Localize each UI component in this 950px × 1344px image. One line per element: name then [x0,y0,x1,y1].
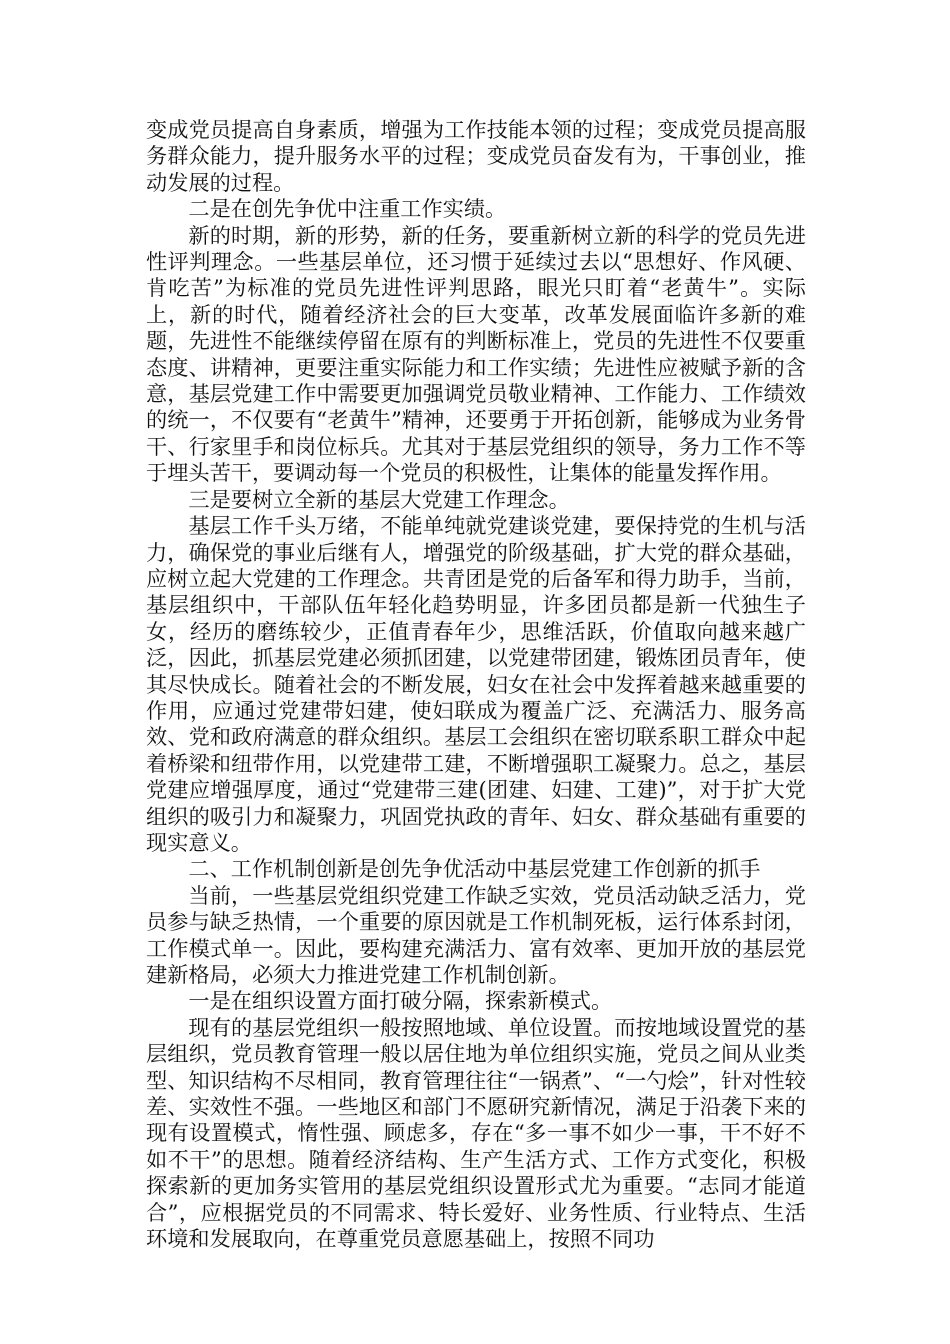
subheading-grand-party-building: 三是要树立全新的基层大党建工作理念。 [188,486,570,512]
section-heading-mechanism-innovation: 二、工作机制创新是创先争优活动中基层党建工作创新的抓手 [188,856,761,882]
paragraph-continuation: 变成党员提高自身素质，增强为工作技能本领的过程；变成党员提高服务群众能力，提升服务水平的过程；变成党员奋发有为，干事创业，推动发展的过程。 [146,117,806,195]
subheading-organization-setup: 一是在组织设置方面打破分隔，探索新模式。 [188,988,613,1014]
paragraph-mechanism-innovation: 当前，一些基层党组织党建工作缺乏实效，党员活动缺乏活力，党员参与缺乏热情，一个重要的原因就是工作机制死板，运行体系封闭，工作模式单一。因此，要构建充满活力、富有效率、更加开放的基层党建新格局，必须大力推进党建工作机制创新。 [146,882,806,987]
subheading-work-achievements: 二是在创先争优中注重工作实绩。 [188,196,507,222]
paragraph-grand-party-building: 基层工作千头万绪，不能单纯就党建谈党建，要保持党的生机与活力，确保党的事业后继有人，增强党的阶级基础，扩大党的群众基础，应树立起大党建的工作理念。共青团是党的后备军和得力助手，当前，基层组织中，干部队伍年轻化趋势明显，许多团员都是新一代独生子女，经历的磨练较少，正值青春年少，思维活跃，价值取向越来越广泛，因此，抓基层党建必须抓团建，以党建带团建，锻炼团员青年，使其尽快成长。随着社会的不断发展，妇女在社会中发挥着越来越重要的作用，应通过党建带妇建，使妇联成为覆盖广泛、充满活力、服务高效、党和政府满意的群众组织。基层工会组织在密切联系职工群众中起着桥梁和纽带作用，以党建带工建，不断增强职工凝聚力。总之，基层党建应增强厚度，通过“党建带三建(团建、妇建、工建)”，对于扩大党组织的吸引力和凝聚力，巩固党执政的青年、妇女、群众基础有重要的现实意义。 [146,513,806,855]
paragraph-organization-setup: 现有的基层党组织一般按照地域、单位设置。而按地域设置党的基层组织，党员教育管理一般以居住地为单位组织实施，党员之间从业类型、知识结构不尽相同，教育管理往往“一锅煮”、“一勺烩”，针对性较差、实效性不强。一些地区和部门不愿研究新情况，满足于沿袭下来的现有设置模式，惰性强、顾虑多，存在“多一事不如少一事，干不好不如不干”的思想。随着经济结构、生产生活方式、工作方式变化，积极探索新的更加务实管用的基层党组织设置形式尤为重要。“志同才能道合”，应根据党员的不同需求、特长爱好、业务性质、行业特点、生活环境和发展取向，在尊重党员意愿基础上，按照不同功 [146,1014,806,1252]
document-body [146,117,806,1252]
paragraph-advanced-evaluation: 新的时期，新的形势，新的任务，要重新树立新的科学的党员先进性评判理念。一些基层单位，还习惯于延续过去以“思想好、作风硬、肯吃苦”为标准的党员先进性评判思路，眼光只盯着“老黄牛”。实际上，新的时代，随着经济社会的巨大变革，改革发展面临许多新的难题，先进性不能继续停留在原有的判断标准上，党员的先进性不仅要重态度、讲精神，更要注重实际能力和工作实绩；先进性应被赋予新的含意，基层党建工作中需要更加强调党员敬业精神、工作能力、工作绩效的统一，不仅要有“老黄牛”精神，还要勇于开拓创新，能够成为业务骨干、行家里手和岗位标兵。尤其对于基层党组织的领导，务力工作不等于埋头苦干，要调动每一个党员的积极性，让集体的能量发挥作用。 [146,222,806,486]
